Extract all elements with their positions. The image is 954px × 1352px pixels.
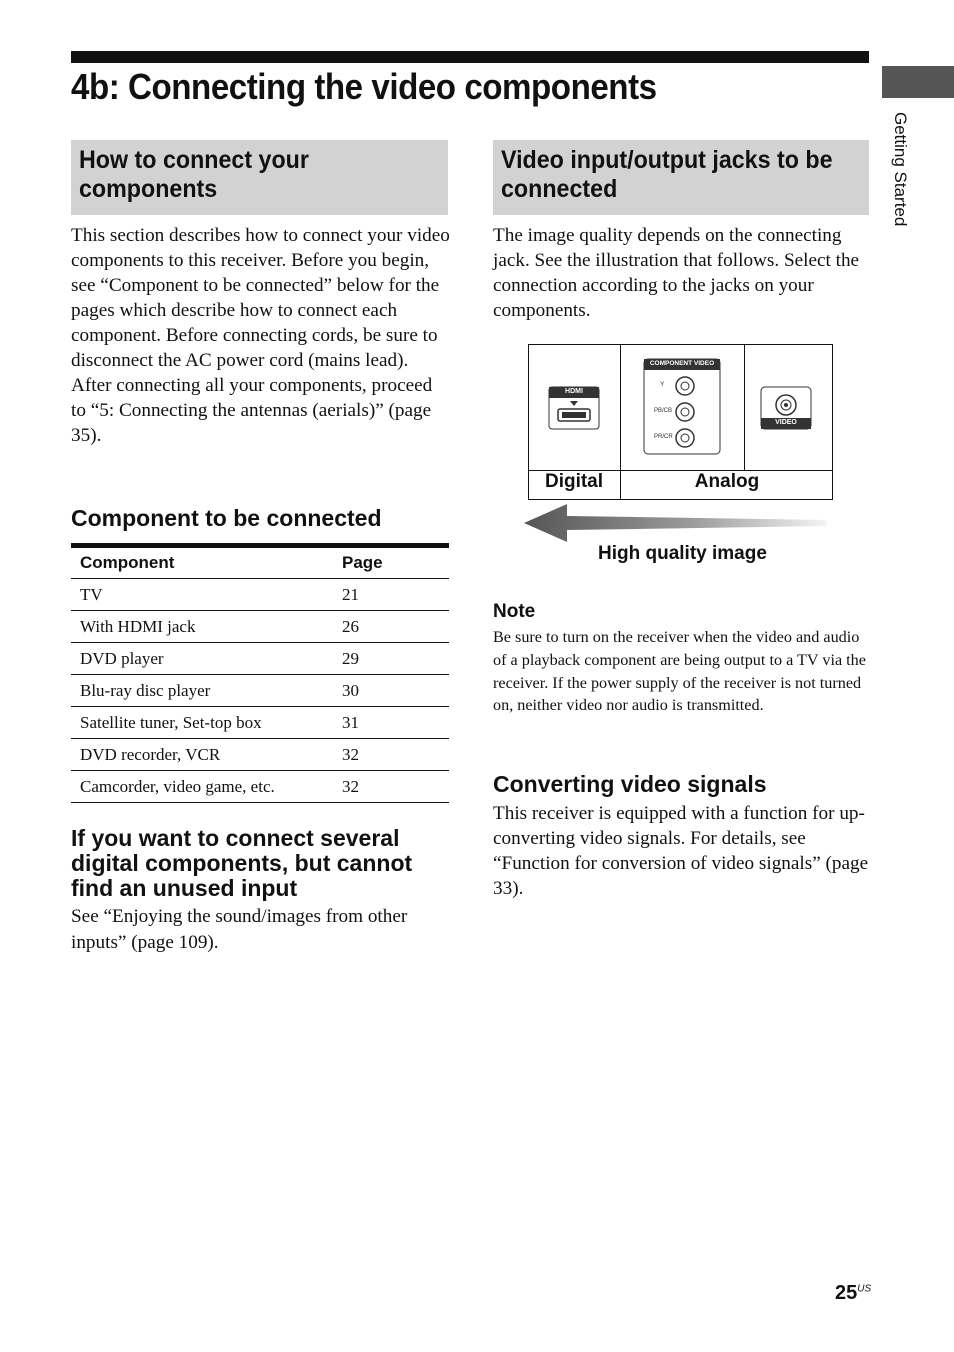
- converting-text: This receiver is equipped with a function for up-converting video signals. For details, see “Function for conversion of video signals” (page 33).: [493, 803, 869, 899]
- pb-label: PB/CB: [654, 408, 673, 414]
- table-row: [71, 739, 449, 771]
- cell-page: 29: [333, 643, 449, 675]
- table-row: [71, 771, 449, 803]
- cell-page: 32: [333, 771, 449, 803]
- y-label: Y: [660, 381, 665, 388]
- note-text: Be sure to turn on the receiver when the video and audio of a playback component are being output to a TV via the receiver. If the power supply of the receiver is not turned on, neither video nor audio is transmitted.: [493, 628, 866, 715]
- chapter-label: [880, 112, 920, 272]
- jacks-text: The image quality depends on the connecting jack. See the illustration that follows. Select the connection according to the jacks on your components.: [493, 225, 860, 321]
- arrow-caption: High quality image: [598, 543, 767, 564]
- table-row: [71, 579, 449, 611]
- column-header-page: Page: [333, 546, 449, 579]
- table-row: [71, 611, 449, 643]
- section-title-video-jacks: Video input/output jacks to be connected: [501, 146, 833, 203]
- component-table: [71, 543, 449, 803]
- intro-paragraphs: [71, 223, 451, 448]
- quality-arrow-icon: [522, 502, 832, 544]
- cell-page: 26: [333, 611, 449, 643]
- page-number-suffix: US: [857, 1283, 872, 1295]
- chapter-tab: [882, 66, 954, 98]
- video-label: VIDEO: [775, 419, 797, 426]
- jack-diagram: [528, 344, 833, 500]
- table-row: [71, 643, 449, 675]
- cell-component: With HDMI jack: [71, 611, 333, 643]
- converting-heading: Converting video signals: [493, 771, 767, 797]
- note-heading: Note: [493, 601, 536, 622]
- cell-component: DVD recorder, VCR: [71, 739, 333, 771]
- table-header-row: [71, 546, 449, 579]
- intro-text-2: After connecting all your components, proceed to “5: Connecting the antennas (aerials)” (page 35).: [71, 375, 433, 446]
- column-header-component: Component: [71, 546, 333, 579]
- pr-label: PR/CR: [654, 434, 673, 440]
- section-header-how-to-connect: [71, 140, 448, 215]
- digital-label: Digital: [544, 471, 604, 492]
- chapter-label-text: Getting Started: [891, 112, 910, 227]
- title-rule: [71, 51, 869, 63]
- component-video-label: COMPONENT VIDEO: [649, 360, 715, 367]
- cell-page: 30: [333, 675, 449, 707]
- intro-text: This section describes how to connect your video components to this receiver. Before you begin, see “Component to be connected” below for the pages which describe how to connect each component. Before connecting cords, be sure to disconnect the AC power cord (mains lead).: [71, 225, 450, 371]
- cell-component: Satellite tuner, Set-top box: [71, 707, 333, 739]
- section-title-how-to-connect: How to connect your components: [79, 146, 309, 203]
- cell-component: Camcorder, video game, etc.: [71, 771, 333, 803]
- page-title: 4b: Connecting the video components: [71, 66, 657, 107]
- several-components-heading: If you want to connect several digital components, but cannot find an unused input: [71, 825, 413, 901]
- cell-page: 32: [333, 739, 449, 771]
- page-number: [835, 1282, 871, 1305]
- section-header-video-jacks: [493, 140, 869, 215]
- cell-component: Blu-ray disc player: [71, 675, 333, 707]
- cell-page: 21: [333, 579, 449, 611]
- cell-page: 31: [333, 707, 449, 739]
- table-row: [71, 675, 449, 707]
- hdmi-label: HDMI: [565, 388, 583, 395]
- analog-label: Analog: [694, 471, 760, 492]
- several-components-text: See “Enjoying the sound/images from other inputs” (page 109).: [71, 906, 408, 953]
- page-number-value: 25: [835, 1282, 858, 1304]
- cell-component: TV: [71, 579, 333, 611]
- table-row: [71, 707, 449, 739]
- cell-component: DVD player: [71, 643, 333, 675]
- component-heading: Component to be connected: [71, 505, 382, 531]
